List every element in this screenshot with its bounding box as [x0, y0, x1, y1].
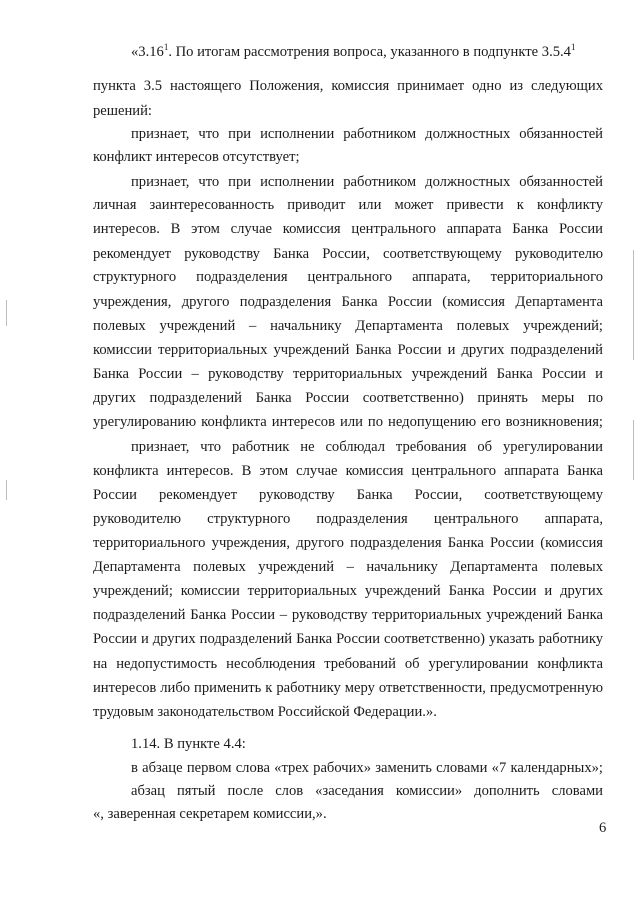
text-line: структурного подразделения центрального аппарата, территориального: [93, 269, 603, 285]
paragraph-3-16-heading: [131, 44, 575, 60]
text-line: абзац пятый после слов «заседания комиссии» дополнить словами: [131, 783, 603, 799]
text-line: признает, что при исполнении работником должностных обязанностей: [131, 126, 603, 142]
text-line: руководителю структурного подразделения центрального аппарата,: [93, 511, 603, 527]
text-line: России и других подразделений Банка России соответственно) указать работнику: [93, 631, 603, 647]
text-line: интересов. В этом случае комиссия центрального аппарата Банка России: [93, 221, 603, 237]
text-line: России рекомендует руководству Банка России, соответствующему: [93, 487, 603, 503]
scan-margin-mark: [633, 250, 634, 360]
text-line: урегулированию конфликта интересов или по недопущению его возникновения;: [93, 414, 603, 430]
text-line: пункта 3.5 настоящего Положения, комиссия принимает одно из следующих: [93, 78, 603, 94]
text-line: «, заверенная секретарем комиссии,».: [93, 806, 327, 822]
text-line: решений:: [93, 103, 152, 119]
clause-superscript: 1: [163, 42, 169, 53]
text-line: Департамента полевых учреждений – начальнику Департамента полевых: [93, 559, 603, 575]
text-line: личная заинтересованность приводит или может привести к конфликту: [93, 197, 603, 213]
text-line: на недопустимость несоблюдения требований об урегулировании конфликта: [93, 656, 603, 672]
text-line: интересов либо применить к работнику меру ответственности, предусмотренную: [93, 680, 603, 696]
section-1-14-heading: 1.14. В пункте 4.4:: [131, 736, 246, 752]
text-line: полевых учреждений – начальнику Департамента полевых учреждений;: [93, 318, 603, 334]
text-line: трудовым законодательством Российской Федерации.».: [93, 704, 437, 720]
text-line: учреждения, другого подразделения Банка России (комиссия Департамента: [93, 294, 603, 310]
text-line: учреждений; комиссии территориальных учреждений Банка России и других: [93, 583, 603, 599]
text-line: других подразделений Банка России соответственно) принять меры по: [93, 390, 603, 406]
subclause-superscript: 1: [570, 42, 576, 53]
text-line: подразделений Банка России – руководству территориальных учреждений Банка: [93, 607, 603, 623]
text-line: признает, что при исполнении работником должностных обязанностей: [131, 174, 603, 190]
text-line: территориального учреждения, другого подразделения Банка России (комиссия: [93, 535, 603, 551]
text-line: рекомендует руководству Банка России, соответствующему руководителю: [93, 246, 603, 262]
clause-text: . По итогам рассмотрения вопроса, указанного в подпункте 3.5.4: [168, 44, 571, 60]
text-line: конфликт интересов отсутствует;: [93, 149, 300, 165]
scan-margin-mark: [6, 300, 7, 326]
clause-number: «3.16: [131, 44, 164, 60]
text-line: конфликта интересов. В этом случае комиссия центрального аппарата Банка: [93, 463, 603, 479]
page-number: 6: [599, 820, 607, 836]
text-line: Банка России – руководству территориальных учреждений Банка России и: [93, 366, 603, 382]
scan-margin-mark: [633, 420, 634, 480]
text-line: признает, что работник не соблюдал требования об урегулировании: [131, 439, 603, 455]
scan-margin-mark: [6, 480, 7, 500]
text-line: комиссии территориальных учреждений Банка России и других подразделений: [93, 342, 603, 358]
text-line: в абзаце первом слова «трех рабочих» заменить словами «7 календарных»;: [131, 760, 603, 776]
